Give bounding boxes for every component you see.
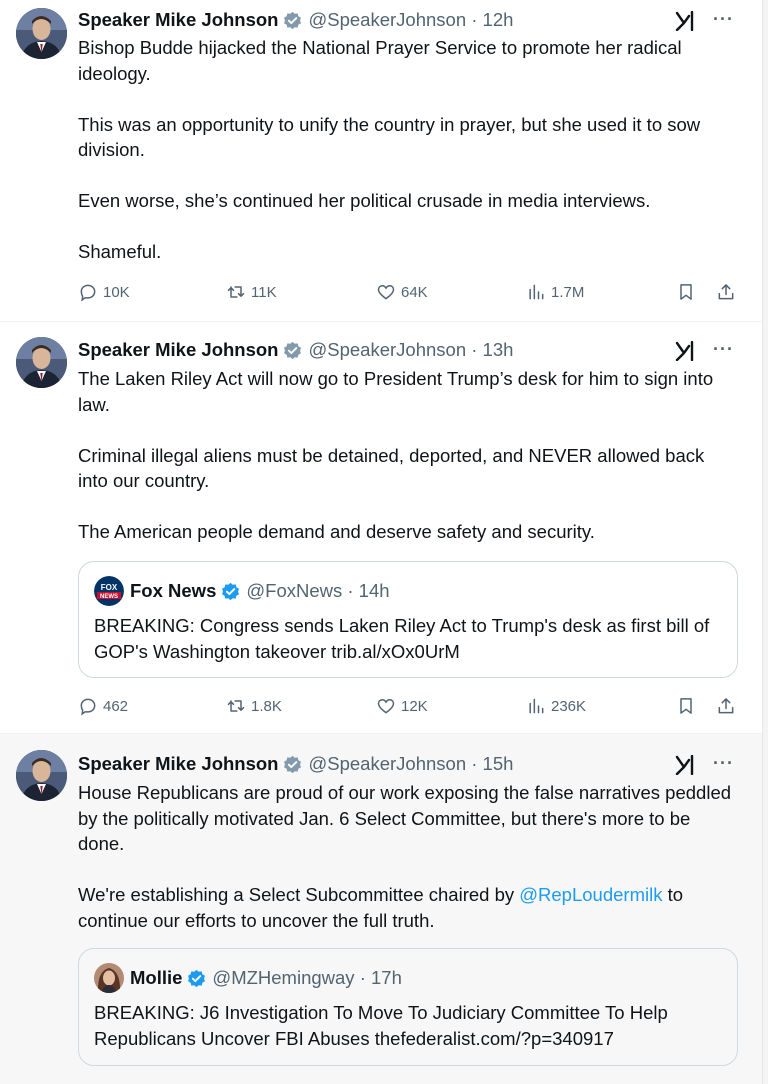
bookmark-button[interactable] xyxy=(676,696,701,716)
tweet-paragraph: The Laken Riley Act will now go to President Trump’s desk for him to sign into law. xyxy=(78,368,714,415)
heart-icon xyxy=(376,282,396,302)
tweet-paragraph: Bishop Budde hijacked the National Prayer Service to promote her radical ideology. xyxy=(78,37,682,84)
fox-news-logo xyxy=(94,576,124,606)
grok-icon[interactable] xyxy=(674,341,696,361)
more-options-icon[interactable]: ··· xyxy=(713,9,734,29)
quoted-tweet-text: BREAKING: Congress sends Laken Riley Act to Trump's desk as first bill of GOP's Washington takeover trib.al/xOx0UrM xyxy=(94,615,710,662)
avatar-photo xyxy=(16,750,67,801)
share-icon xyxy=(716,282,736,302)
reply-icon xyxy=(78,696,98,716)
tweet-text xyxy=(78,366,732,545)
reply-count: 10K xyxy=(103,283,130,301)
share-button[interactable] xyxy=(716,282,741,302)
repost-button[interactable] xyxy=(226,282,277,302)
tweet-paragraph: Criminal illegal aliens must be detained, deported, and NEVER allowed back into our country. xyxy=(78,444,705,491)
heart-icon xyxy=(376,696,396,716)
paragraph-text: We're establishing a Select Subcommittee chaired by xyxy=(78,884,520,905)
avatar-photo xyxy=(16,337,67,388)
paragraph-text: to continue our efforts to uncover the full truth. xyxy=(78,884,684,931)
share-icon xyxy=(716,696,736,716)
share-button[interactable] xyxy=(716,696,741,716)
tweet-paragraph xyxy=(78,882,732,933)
avatar-photo xyxy=(94,963,124,993)
repost-count: 11K xyxy=(251,283,277,301)
quoted-author-handle-time[interactable]: @MZHemingway · 17h xyxy=(212,967,402,988)
quoted-tweet-text: BREAKING: J6 Investigation To Move To Judiciary Committee To Help Republicans Uncover FBI Abuses thefederalist.com/?p=340917 xyxy=(94,1002,668,1049)
tweet-actions xyxy=(78,696,738,720)
like-button[interactable] xyxy=(376,282,428,302)
tweet[interactable] xyxy=(0,734,762,1084)
quoted-author-name[interactable]: Mollie xyxy=(130,967,183,988)
verified-badge-icon xyxy=(221,582,240,601)
svg-text:NEWS: NEWS xyxy=(100,594,118,600)
tweet-paragraph: The American people demand and deserve safety and security. xyxy=(78,521,595,542)
mention-link[interactable]: @RepLoudermilk xyxy=(519,884,663,905)
like-button[interactable] xyxy=(376,696,428,716)
bookmark-icon xyxy=(676,696,696,716)
views-button[interactable] xyxy=(526,696,586,716)
grok-icon[interactable] xyxy=(674,11,696,31)
grok-icon[interactable] xyxy=(674,755,696,775)
verified-badge-icon xyxy=(283,11,302,30)
bookmark-button[interactable] xyxy=(676,282,701,302)
tweet-paragraph: This was an opportunity to unify the country in prayer, but she used it to sow division. xyxy=(78,113,701,160)
avatar-photo xyxy=(16,8,67,59)
fox-news-logo-icon xyxy=(94,576,124,606)
avatar[interactable] xyxy=(16,337,67,388)
quoted-author-avatar xyxy=(94,963,124,993)
tweet[interactable] xyxy=(0,322,762,734)
tweet-paragraph: Shameful. xyxy=(78,241,162,262)
author-handle-time[interactable]: @SpeakerJohnson · 13h xyxy=(308,339,514,360)
author-name[interactable]: Speaker Mike Johnson xyxy=(78,339,279,360)
tweet-text xyxy=(78,780,732,933)
quoted-tweet[interactable] xyxy=(78,948,738,1066)
author-handle-time[interactable]: @SpeakerJohnson · 12h xyxy=(308,9,514,30)
tweet-text xyxy=(78,35,732,265)
more-options-icon[interactable]: ··· xyxy=(713,753,734,773)
bookmark-icon xyxy=(676,282,696,302)
avatar[interactable] xyxy=(16,750,67,801)
views-icon xyxy=(526,696,546,716)
repost-icon xyxy=(226,282,246,302)
verified-badge-icon xyxy=(283,341,302,360)
reply-count: 462 xyxy=(103,697,129,715)
quoted-tweet[interactable] xyxy=(78,561,738,678)
verified-badge-icon xyxy=(187,969,206,988)
tweet[interactable] xyxy=(0,0,762,322)
more-options-icon[interactable]: ··· xyxy=(713,339,734,359)
reply-button[interactable] xyxy=(78,696,128,716)
quoted-author-handle-time[interactable]: @FoxNews · 14h xyxy=(246,580,390,601)
avatar[interactable] xyxy=(16,8,67,59)
tweet-paragraph: Even worse, she’s continued her political crusade in media interviews. xyxy=(78,190,651,211)
repost-count: 1.8K xyxy=(251,697,282,715)
repost-icon xyxy=(226,696,246,716)
reply-icon xyxy=(78,282,98,302)
views-count: 236K xyxy=(551,697,587,715)
author-name[interactable]: Speaker Mike Johnson xyxy=(78,753,279,774)
views-icon xyxy=(526,282,546,302)
verified-badge-icon xyxy=(283,755,302,774)
tweet-actions xyxy=(78,282,738,306)
like-count: 64K xyxy=(401,283,428,301)
scrollbar-track[interactable] xyxy=(762,0,768,1084)
tweet-paragraph: House Republicans are proud of our work exposing the false narratives peddled by the politically motivated Jan. 6 Select Committee, but there's more to be done. xyxy=(78,782,732,854)
views-button[interactable] xyxy=(526,282,584,302)
repost-button[interactable] xyxy=(226,696,282,716)
svg-text:FOX: FOX xyxy=(100,583,118,592)
reply-button[interactable] xyxy=(78,282,130,302)
quoted-author-name[interactable]: Fox News xyxy=(130,580,217,601)
author-handle-time[interactable]: @SpeakerJohnson · 15h xyxy=(308,753,514,774)
views-count: 1.7M xyxy=(551,283,585,301)
like-count: 12K xyxy=(401,697,428,715)
author-name[interactable]: Speaker Mike Johnson xyxy=(78,9,279,30)
